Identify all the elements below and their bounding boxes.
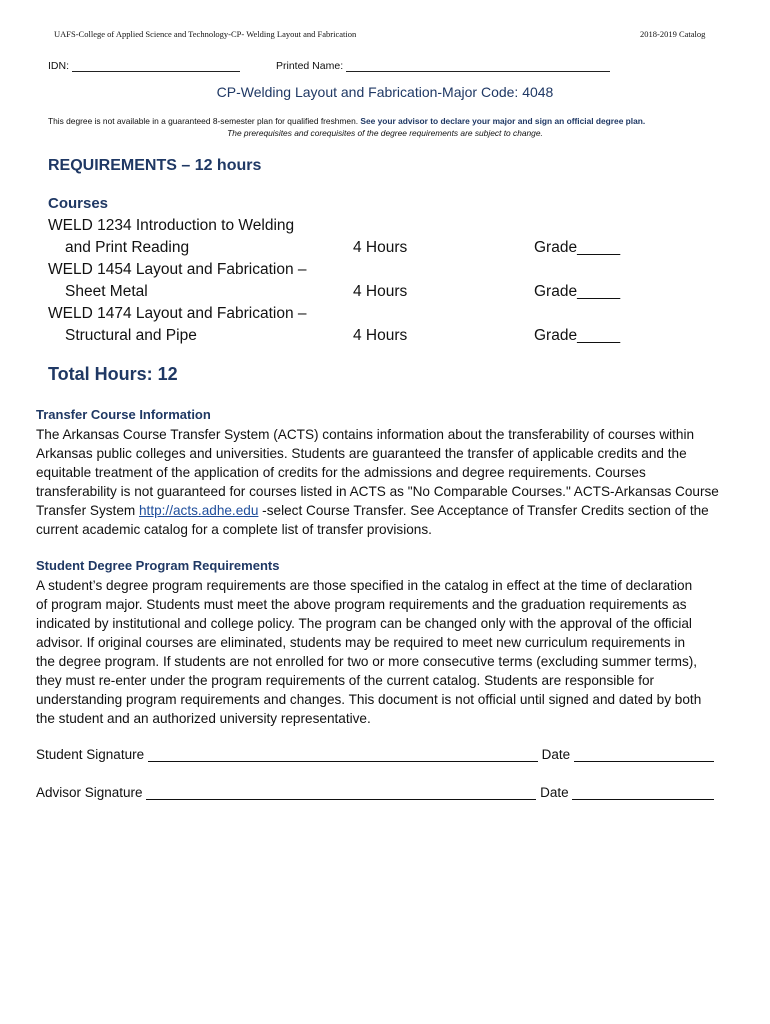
idn-field[interactable]	[48, 60, 240, 72]
courses-heading: Courses	[48, 195, 109, 212]
degree-req-line: the degree program. If students are not enrolled for two or more consecutive terms (excluding summer terms),	[36, 654, 698, 669]
printed-name-field[interactable]	[276, 60, 610, 72]
student-signature-line[interactable]	[148, 747, 538, 762]
advisor-date-label: Date	[540, 785, 569, 800]
course-3-grade[interactable]: Grade_____	[534, 327, 621, 344]
transfer-line: transferability is not guaranteed for courses listed in ACTS as "No Comparable Courses." ACTS-Arkansas Course	[36, 484, 719, 499]
student-signature-row	[36, 747, 714, 762]
degree-req-line: they must re-enter under the program requirements of the current catalog. Students are responsible for	[36, 673, 655, 688]
advisor-signature-row	[36, 785, 714, 800]
degree-req-paragraph	[36, 576, 736, 728]
notice-bold: See your advisor to declare your major and sign an official degree plan.	[360, 116, 646, 126]
course-3-line2: Structural and Pipe	[65, 327, 197, 344]
total-hours: Total Hours: 12	[48, 364, 178, 384]
course-1-grade[interactable]: Grade_____	[534, 239, 621, 256]
student-date-label: Date	[541, 747, 571, 762]
transfer-line5-pre: Transfer System	[36, 503, 139, 518]
course-3-line1: WELD 1474 Layout and Fabrication –	[48, 305, 307, 322]
header-right: 2018-2019 Catalog	[640, 29, 706, 39]
transfer-paragraph	[36, 425, 736, 539]
degree-req-heading: Student Degree Program Requirements	[36, 558, 280, 573]
printed-name-label: Printed Name:	[276, 60, 344, 72]
transfer-line: Arkansas public colleges and universities. Students are guaranteed the transfer of applicable credits and the	[36, 446, 687, 461]
advisor-signature-line[interactable]	[146, 785, 536, 800]
transfer-line: current academic catalog for a complete list of transfer provisions.	[36, 522, 432, 537]
transfer-line5-post: -select Course Transfer. See Acceptance of Transfer Credits section of the	[258, 503, 709, 518]
course-1-line2: and Print Reading	[65, 239, 190, 256]
course-1-hours: 4 Hours	[353, 239, 408, 256]
printed-name-blank[interactable]	[346, 61, 610, 72]
degree-req-line: indicated by institutional and college policy. The program can be changed only with the approval of the official	[36, 616, 692, 631]
transfer-line-with-link	[36, 501, 736, 520]
transfer-heading: Transfer Course Information	[36, 407, 211, 422]
course-2-line1: WELD 1454 Layout and Fabrication –	[48, 261, 307, 278]
idn-blank[interactable]	[72, 61, 240, 72]
student-date-line[interactable]	[574, 747, 714, 762]
idn-label: IDN:	[48, 60, 69, 72]
notice-line	[48, 116, 645, 126]
course-2-grade[interactable]: Grade_____	[534, 283, 621, 300]
acts-link[interactable]: http://acts.adhe.edu	[138, 503, 259, 518]
degree-req-line: advisor. If original courses are eliminated, students may be required to meet new curriculum requirements in	[36, 635, 686, 650]
requirements-heading: REQUIREMENTS – 12 hours	[48, 157, 262, 174]
advisor-signature-label: Advisor Signature	[36, 785, 143, 800]
degree-req-line: the student and an authorized university representative.	[36, 711, 371, 726]
transfer-line: The Arkansas Course Transfer System (ACTS) contains information about the transferability of courses within	[36, 427, 695, 442]
course-3-hours: 4 Hours	[353, 327, 408, 344]
advisor-date-line[interactable]	[572, 785, 714, 800]
notice-plain: This degree is not available in a guaranteed 8-semester plan for qualified freshmen.	[48, 116, 359, 126]
degree-req-line: A student’s degree program requirements are those specified in the catalog in effect at the time of declaration	[36, 578, 693, 593]
page-title: CP-Welding Layout and Fabrication-Major Code: 4048	[216, 84, 554, 100]
course-2-hours: 4 Hours	[353, 283, 408, 300]
degree-req-line: of program major. Students must meet the above program requirements and the graduation requirements as	[36, 597, 687, 612]
course-1-line1: WELD 1234 Introduction to Welding	[48, 217, 295, 234]
notice-italic: The prerequisites and corequisites of the degree requirements are subject to change.	[227, 128, 543, 138]
course-2-line2: Sheet Metal	[65, 283, 148, 300]
degree-req-line: understanding program requirements and changes. This document is not official until signed and dated by both	[36, 692, 702, 707]
transfer-line: equitable treatment of the application of credits for the admissions and degree requirements. Courses	[36, 465, 646, 480]
header-left: UAFS-College of Applied Science and Technology-CP- Welding Layout and Fabrication	[54, 29, 357, 39]
student-signature-label: Student Signature	[36, 747, 145, 762]
